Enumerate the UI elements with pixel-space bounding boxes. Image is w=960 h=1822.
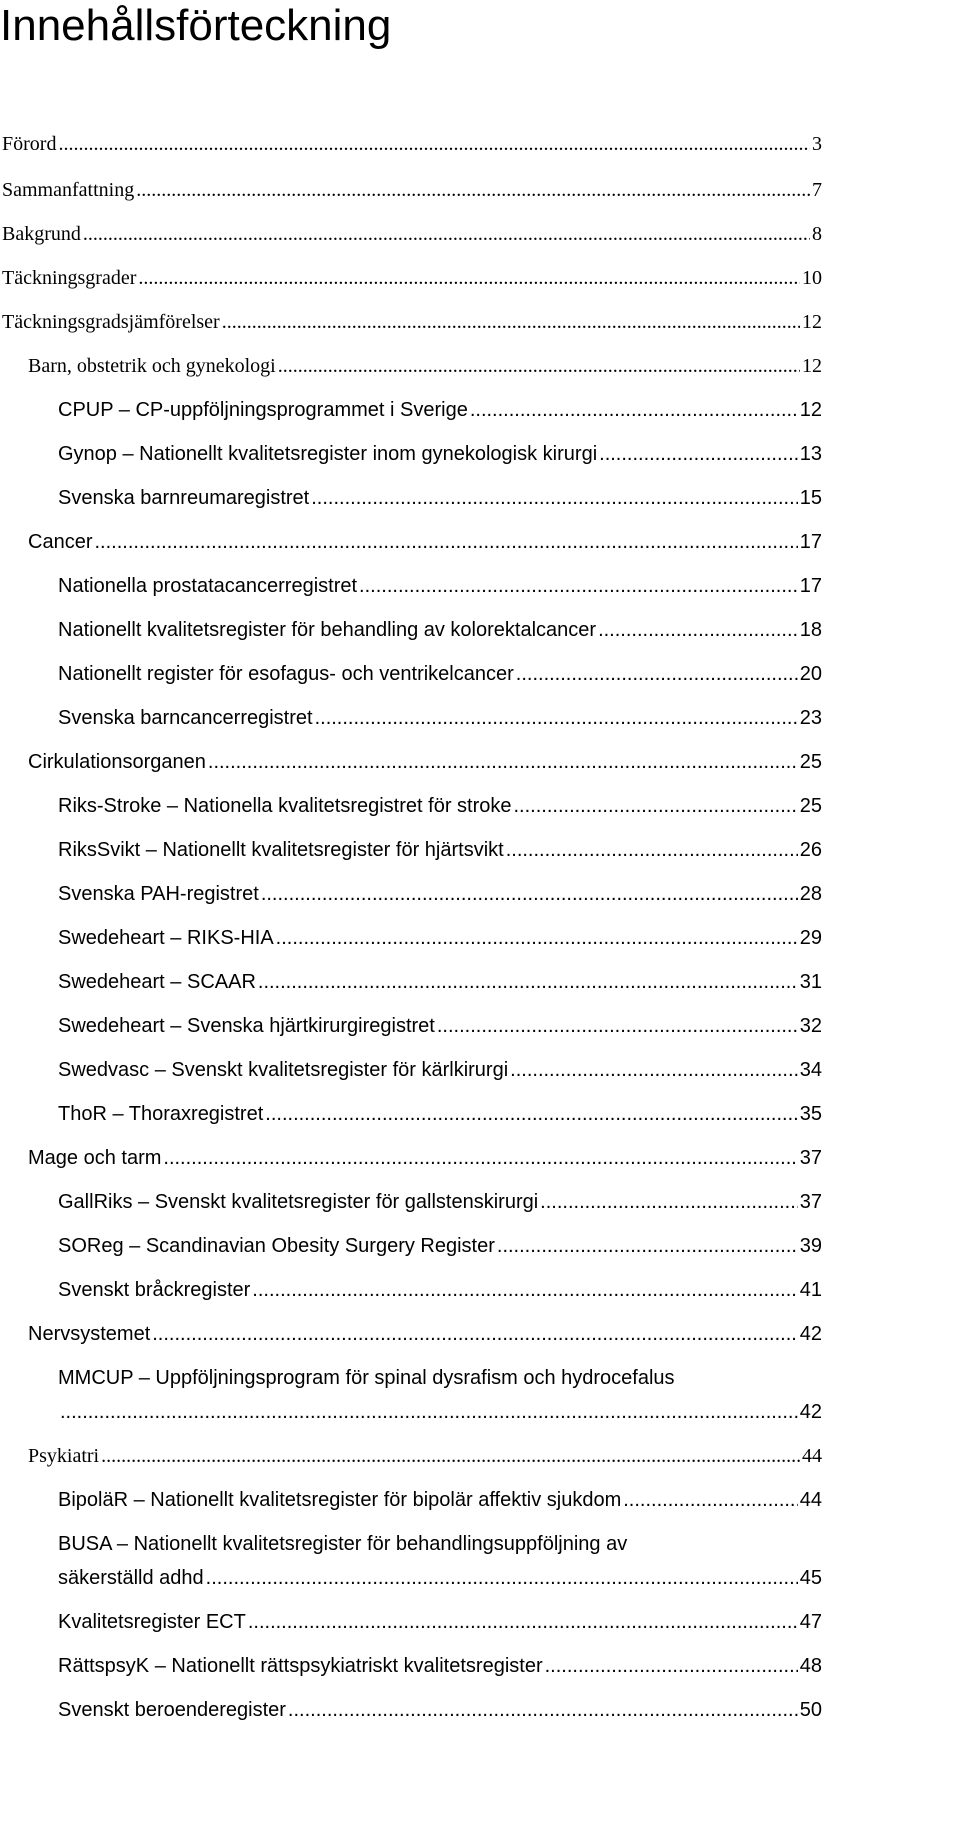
- dot-leader: [288, 1698, 798, 1722]
- toc-entry-mmcup-line1[interactable]: MMCUP – Uppföljningsprogram för spinal dysrafism och hydrocefalus: [58, 1367, 675, 1389]
- toc-entry-riks-stroke[interactable]: [58, 794, 822, 818]
- dot-leader: [163, 1146, 797, 1170]
- toc-entry-cirkulationsorganen[interactable]: [28, 750, 822, 774]
- toc-entry-label: Swedvasc – Svenskt kvalitetsregister för kärlkirurgi: [58, 1059, 509, 1081]
- toc-entry-label: Svenskt beroenderegister: [58, 1699, 286, 1721]
- toc-entry-page: 25: [799, 795, 822, 817]
- dot-leader: [94, 530, 797, 554]
- toc-entry-label: CPUP – CP-uppföljningsprogrammet i Sverige: [58, 399, 468, 421]
- dot-leader: [545, 1654, 798, 1678]
- dot-leader: [60, 1400, 798, 1424]
- toc-entry-cpup[interactable]: [58, 398, 822, 422]
- toc-entry-swedvasc[interactable]: [58, 1058, 822, 1082]
- toc-entry-thor[interactable]: [58, 1102, 822, 1126]
- dot-leader: [248, 1610, 798, 1634]
- toc-entry-kolorektalcancer[interactable]: [58, 618, 822, 642]
- toc-entry-psykiatri[interactable]: [28, 1444, 822, 1468]
- toc-entry-label: Nervsystemet: [28, 1323, 151, 1345]
- toc-entry-label: RiksSvikt – Nationellt kvalitetsregister för hjärtsvikt: [58, 839, 504, 861]
- dot-leader: [598, 618, 798, 642]
- toc-entry-mage-och-tarm[interactable]: [28, 1146, 822, 1170]
- toc-entry-page: 45: [799, 1567, 822, 1589]
- toc-entry-label: Mage och tarm: [28, 1147, 162, 1169]
- toc-entry-label: säkerställd adhd: [58, 1567, 204, 1589]
- toc-entry-page: 13: [799, 443, 822, 465]
- toc-entry-label: ThoR – Thoraxregistret: [58, 1103, 264, 1125]
- toc-entry-soreg[interactable]: [58, 1234, 822, 1258]
- toc-entry-page: 31: [799, 971, 822, 993]
- toc-entry-label: Nationellt kvalitetsregister för behandling av kolorektalcancer: [58, 619, 597, 641]
- toc-entry-label: Sammanfattning: [2, 179, 135, 201]
- toc-entry-swedeheart-riks-hia[interactable]: [58, 926, 822, 950]
- dot-leader: [315, 706, 798, 730]
- dot-leader: [152, 1322, 798, 1346]
- toc-entry-page: 47: [799, 1611, 822, 1633]
- toc-entry-tackningsgrader[interactable]: [2, 266, 822, 290]
- toc-entry-page: 17: [799, 531, 822, 553]
- toc-entry-mmcup[interactable]: [58, 1400, 822, 1424]
- toc-entry-page: 29: [799, 927, 822, 949]
- toc-entry-page: 42: [799, 1323, 822, 1345]
- toc-entry-prostatacancerregistret[interactable]: [58, 574, 822, 598]
- toc-entry-page: 44: [802, 1445, 822, 1467]
- toc-entry-page: 37: [799, 1147, 822, 1169]
- toc-entry-label: Riks-Stroke – Nationella kvalitetsregistret för stroke: [58, 795, 512, 817]
- toc-entry-page: 7: [812, 179, 822, 201]
- toc-entry-nervsystemet[interactable]: [28, 1322, 822, 1346]
- toc-entry-page: 10: [802, 267, 822, 289]
- toc-entry-label: Täckningsgrader: [2, 267, 137, 289]
- dot-leader: [278, 354, 800, 378]
- toc-entry-label: BipoläR – Nationellt kvalitetsregister för bipolär affektiv sjukdom: [58, 1489, 622, 1511]
- dot-leader: [136, 178, 810, 202]
- dot-leader: [623, 1488, 798, 1512]
- toc-entry-label: SOReg – Scandinavian Obesity Surgery Register: [58, 1235, 495, 1257]
- toc-entry-label: Cirkulationsorganen: [28, 751, 206, 773]
- toc-entry-pah-registret[interactable]: [58, 882, 822, 906]
- toc-entry-barnreumaregistret[interactable]: [58, 486, 822, 510]
- toc-entry-sammanfattning[interactable]: [2, 178, 822, 202]
- dot-leader: [101, 1444, 800, 1468]
- toc-entry-label: Svenska barncancerregistret: [58, 707, 313, 729]
- dot-leader: [359, 574, 798, 598]
- dot-leader: [83, 222, 810, 246]
- toc-entry-page: 20: [799, 663, 822, 685]
- toc-entry-page: 28: [799, 883, 822, 905]
- toc-entry-page: 37: [799, 1191, 822, 1213]
- toc-entry-page: 50: [799, 1699, 822, 1721]
- dot-leader: [208, 750, 798, 774]
- toc-entry-page: 32: [799, 1015, 822, 1037]
- toc-entry-label: Svenskt bråckregister: [58, 1279, 251, 1301]
- toc-entry-label: Förord: [2, 133, 57, 155]
- toc-entry-page: 39: [799, 1235, 822, 1257]
- dot-leader: [265, 1102, 797, 1126]
- toc-entry-label: Täckningsgradsjämförelser: [2, 311, 220, 333]
- toc-entry-label: Bakgrund: [2, 223, 81, 245]
- toc-entry-label: GallRiks – Svenskt kvalitetsregister för gallstenskirurgi: [58, 1191, 539, 1213]
- toc-entry-kvalitetsregister-ect[interactable]: [58, 1610, 822, 1634]
- toc-entry-barn-obstetrik-gynekologi[interactable]: [28, 354, 822, 378]
- toc-entry-page: 17: [799, 575, 822, 597]
- page-title: Innehållsförteckning: [0, 1, 392, 50]
- toc-entry-label: Svenska PAH-registret: [58, 883, 259, 905]
- toc-entry-label: RättspsyK – Nationellt rättspsykiatriskt kvalitetsregister: [58, 1655, 543, 1677]
- toc-entry-label: Svenska barnreumaregistret: [58, 487, 310, 509]
- toc-entry-page: 8: [812, 223, 822, 245]
- toc-entry-label: Kvalitetsregister ECT: [58, 1611, 246, 1633]
- toc-entry-page: 42: [799, 1401, 822, 1423]
- toc-entry-cancer[interactable]: [28, 530, 822, 554]
- toc-entry-label: Nationellt register för esofagus- och ventrikelcancer: [58, 663, 514, 685]
- toc-entry-swedeheart-hjartkirurgi[interactable]: [58, 1014, 822, 1038]
- toc-entry-brackregister[interactable]: [58, 1278, 822, 1302]
- toc-entry-page: 12: [802, 355, 822, 377]
- toc-entry-label: Cancer: [28, 531, 93, 553]
- toc-entry-tackningsgradsjamforelser[interactable]: [2, 310, 822, 334]
- dot-leader: [514, 794, 798, 818]
- toc-entry-swedeheart-scaar[interactable]: [58, 970, 822, 994]
- toc-entry-bipolar[interactable]: [58, 1488, 822, 1512]
- toc-entry-esofagus-ventrikelcancer[interactable]: [58, 662, 822, 686]
- dot-leader: [276, 926, 798, 950]
- toc-entry-page: 48: [799, 1655, 822, 1677]
- toc-entry-page: 34: [799, 1059, 822, 1081]
- dot-leader: [252, 1278, 797, 1302]
- dot-leader: [437, 1014, 798, 1038]
- toc-entry-page: 35: [799, 1103, 822, 1125]
- toc-entry-busa[interactable]: [58, 1566, 822, 1590]
- toc-entry-label: Swedeheart – RIKS-HIA: [58, 927, 274, 949]
- toc-entry-label: Psykiatri: [28, 1445, 100, 1467]
- toc-entry-page: 23: [799, 707, 822, 729]
- dot-leader: [206, 1566, 798, 1590]
- toc-entry-page: 12: [802, 311, 822, 333]
- dot-leader: [311, 486, 798, 510]
- toc-entry-page: 25: [799, 751, 822, 773]
- dot-leader: [58, 132, 810, 156]
- dot-leader: [516, 662, 798, 686]
- toc-entry-forord[interactable]: [2, 132, 822, 156]
- toc-entry-page: 15: [799, 487, 822, 509]
- toc-entry-label: Swedeheart – SCAAR: [58, 971, 256, 993]
- dot-leader: [506, 838, 798, 862]
- toc-entry-rattspsyk[interactable]: [58, 1654, 822, 1678]
- dot-leader: [497, 1234, 798, 1258]
- toc-entry-gallriks[interactable]: [58, 1190, 822, 1214]
- toc-entry-label: Swedeheart – Svenska hjärtkirurgiregistret: [58, 1015, 435, 1037]
- toc-entry-label: Nationella prostatacancerregistret: [58, 575, 358, 597]
- toc-entry-gynop[interactable]: [58, 442, 822, 466]
- toc-entry-label: Gynop – Nationellt kvalitetsregister inom gynekologisk kirurgi: [58, 443, 598, 465]
- dot-leader: [138, 266, 800, 290]
- toc-entry-page: 18: [799, 619, 822, 641]
- toc-entry-bakgrund[interactable]: [2, 222, 822, 246]
- toc-entry-busa-line1[interactable]: BUSA – Nationellt kvalitetsregister för behandlingsuppföljning av: [58, 1533, 628, 1555]
- toc-entry-page: 26: [799, 839, 822, 861]
- dot-leader: [510, 1058, 798, 1082]
- dot-leader: [470, 398, 798, 422]
- toc-entry-barncancerregistret[interactable]: [58, 706, 822, 730]
- dot-leader: [261, 882, 798, 906]
- toc-entry-beroenderegister[interactable]: [58, 1698, 822, 1722]
- dot-leader: [222, 310, 800, 334]
- toc-entry-rikssvikt[interactable]: [58, 838, 822, 862]
- toc-entry-page: 44: [799, 1489, 822, 1511]
- dot-leader: [258, 970, 798, 994]
- toc-entry-label: Barn, obstetrik och gynekologi: [28, 355, 276, 377]
- dot-leader: [599, 442, 798, 466]
- dot-leader: [540, 1190, 798, 1214]
- toc-entry-page: 12: [799, 399, 822, 421]
- toc-entry-page: 41: [799, 1279, 822, 1301]
- toc-entry-page: 3: [812, 133, 822, 155]
